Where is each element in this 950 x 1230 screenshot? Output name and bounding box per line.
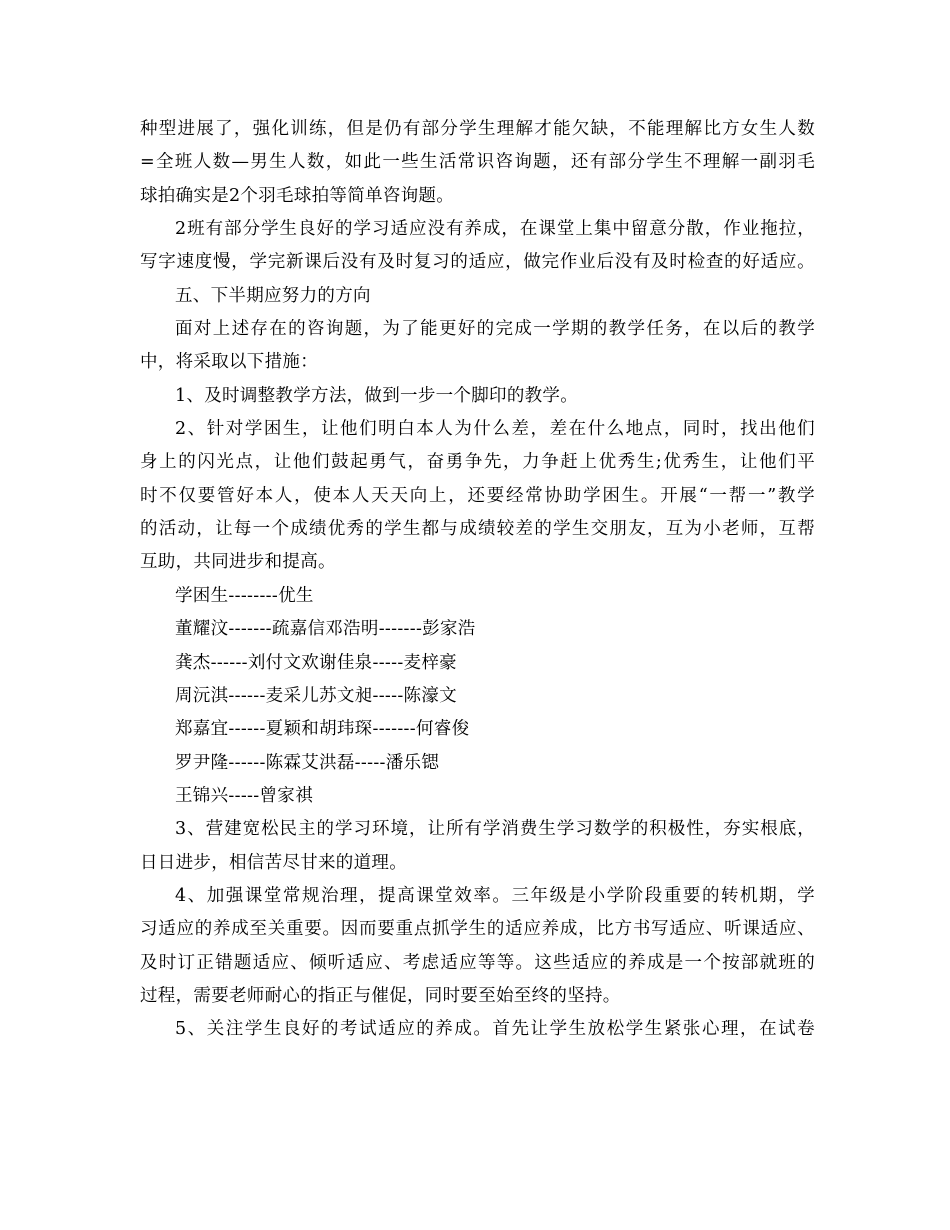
- paragraph-line: 种型进展了，强化训练，但是仍有部分学生理解才能欠缺，不能理解比方女生人数: [140, 119, 815, 139]
- list-item: 5、关注学生良好的考试适应的养成。首先让学生放松学生紧张心理，在试卷: [175, 1019, 815, 1040]
- paragraph-line: 中，将采取以下措施：: [140, 352, 318, 373]
- pairing-row: 学困生--------优生: [175, 585, 314, 606]
- section-heading: 五、下半期应努力的方向: [175, 285, 371, 306]
- paragraph-line: 2班有部分学生良好的学习适应没有养成，在课堂上集中留意分散，作业拖拉，: [175, 219, 815, 240]
- pairing-row: 周沅淇------麦采儿苏文昶-----陈濠文: [175, 685, 457, 706]
- list-item: 4、加强课堂常规治理，提高课堂效率。三年级是小学阶段重要的转机期，学: [175, 885, 815, 906]
- paragraph-line: 习适应的养成至关重要。因而要重点抓学生的适应养成，比方书写适应、听课适应、: [140, 919, 815, 940]
- pairing-row: 罗尹隆------陈霖艾洪磊-----潘乐锶: [175, 752, 440, 773]
- paragraph-line: 身上的闪光点，让他们鼓起勇气，奋勇争先，力争赶上优秀生;优秀生，让他们平: [140, 452, 815, 473]
- document-body: [140, 113, 815, 1047]
- list-item: 3、营建宽松民主的学习环境，让所有学消费生学习数学的积极性，夯实根底，: [175, 819, 815, 840]
- paragraph-line: 及时订正错题适应、倾听适应、考虑适应等等。这些适应的养成是一个按部就班的: [140, 952, 815, 973]
- paragraph-line: 互助，共同进步和提高。: [140, 552, 336, 573]
- paragraph-line: 过程，需要老师耐心的指正与催促，同时要至始至终的坚持。: [140, 985, 621, 1006]
- paragraph-line: 时不仅要管好本人，使本人天天向上，还要经常协助学困生。开展“一帮一”教学: [140, 485, 815, 506]
- paragraph-line: 日日进步，相信苦尽甘来的道理。: [140, 852, 407, 873]
- pairing-row: 郑嘉宜------夏颖和胡玮琛-------何睿俊: [175, 719, 470, 740]
- pairing-row: 王锦兴-----曾家祺: [175, 785, 313, 806]
- pairing-row: 董耀汶-------疏嘉信邓浩明-------彭家浩: [175, 619, 476, 640]
- paragraph-line: =全班人数—男生人数，如此一些生活常识咨询题，还有部分学生不理解一副羽毛: [140, 152, 815, 173]
- list-item: 2、针对学困生，让他们明白本人为什么差，差在什么地点，同时，找出他们: [175, 419, 815, 440]
- list-item: 1、及时调整教学方法，做到一步一个脚印的教学。: [175, 385, 579, 406]
- paragraph-line: 的活动，让每一个成绩优秀的学生都与成绩较差的学生交朋友，互为小老师，互帮: [140, 519, 815, 540]
- paragraph-line: 球拍确实是2个羽毛球拍等简单咨询题。: [140, 185, 455, 206]
- paragraph-line: 写字速度慢，学完新课后没有及时复习的适应，做完作业后没有及时检查的好适应。: [140, 252, 815, 273]
- paragraph-line: 面对上述存在的咨询题，为了能更好的完成一学期的教学任务，在以后的教学: [175, 319, 815, 340]
- pairing-row: 龚杰------刘付文欢谢佳泉-----麦梓豪: [175, 652, 457, 673]
